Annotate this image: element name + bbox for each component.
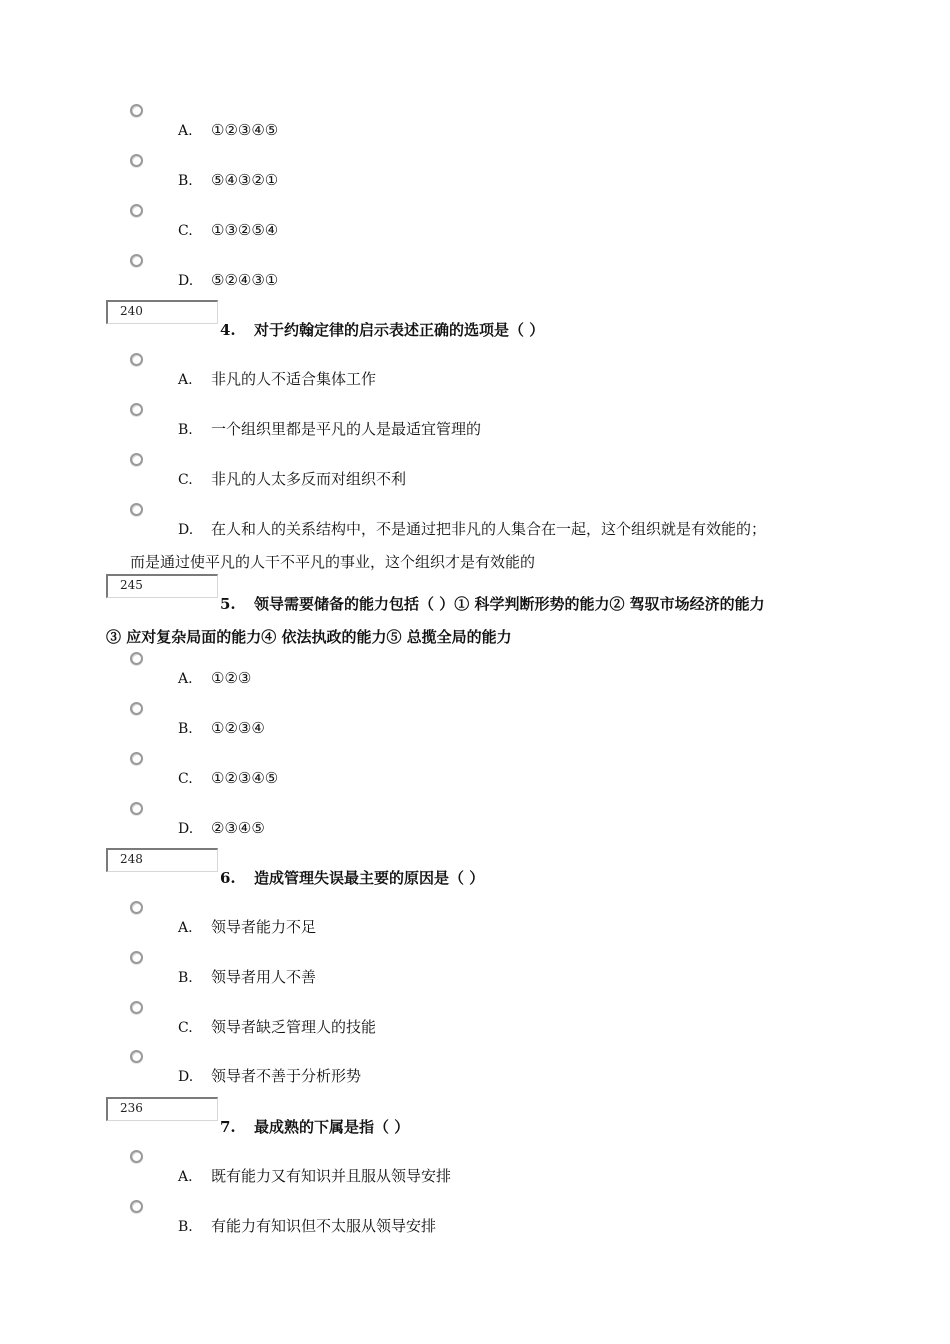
question-title-q5-continuation: ③ 应对复杂局面的能力④ 依法执政的能力⑤ 总揽全局的能力 — [106, 628, 512, 646]
option-q4-a: A. 非凡的人不适合集体工作 — [178, 370, 377, 388]
radio-q6-a[interactable] — [130, 901, 143, 914]
radio-q6-c[interactable] — [130, 1001, 143, 1014]
question-title-q7: 7. 最成熟的下属是指（ ） — [220, 1118, 410, 1136]
radio-q4-b[interactable] — [130, 403, 143, 416]
radio-q4-c[interactable] — [130, 453, 143, 466]
option-q6-c: C. 领导者缺乏管理人的技能 — [178, 1018, 377, 1036]
option-q4-c: C. 非凡的人太多反而对组织不利 — [178, 470, 407, 488]
question-title-q4: 4. 对于约翰定律的启示表述正确的选项是（ ） — [220, 321, 545, 339]
option-q5-c: C. ①②③④⑤ — [178, 769, 279, 787]
option-prev-d: D. ⑤②④③① — [178, 271, 279, 289]
option-q5-d: D. ②③④⑤ — [178, 819, 265, 837]
radio-q5-d[interactable] — [130, 802, 143, 815]
radio-prev-c[interactable] — [130, 204, 143, 217]
option-q5-b: B. ①②③④ — [178, 719, 265, 737]
option-prev-c: C. ①③②⑤④ — [178, 221, 279, 239]
option-q4-b: B. 一个组织里都是平凡的人是最适宜管理的 — [178, 420, 482, 438]
question-id-field-q6[interactable]: 248 — [106, 848, 218, 872]
question-id-field-q7[interactable]: 236 — [106, 1097, 218, 1121]
radio-prev-a[interactable] — [130, 104, 143, 117]
option-q6-d: D. 领导者不善于分析形势 — [178, 1067, 362, 1085]
option-q4-d-continuation: 而是通过使平凡的人干不平凡的事业，这个组织才是有效能的 — [130, 553, 536, 571]
radio-q5-b[interactable] — [130, 702, 143, 715]
radio-q5-a[interactable] — [130, 652, 143, 665]
option-q4-d: D. 在人和人的关系结构中，不是通过把非凡的人集合在一起，这个组织就是有效能的； — [178, 520, 767, 538]
radio-q4-a[interactable] — [130, 353, 143, 366]
option-prev-b: B. ⑤④③②① — [178, 171, 279, 189]
radio-q6-d[interactable] — [130, 1050, 143, 1063]
question-id-field-q4[interactable]: 240 — [106, 300, 218, 324]
radio-q4-d[interactable] — [130, 503, 143, 516]
option-q6-b: B. 领导者用人不善 — [178, 968, 317, 986]
radio-prev-d[interactable] — [130, 254, 143, 267]
question-title-q6: 6. 造成管理失误最主要的原因是（ ） — [220, 869, 485, 887]
option-q5-a: A. ①②③ — [178, 669, 252, 687]
option-q7-a: A. 既有能力又有知识并且服从领导安排 — [178, 1167, 452, 1185]
radio-q5-c[interactable] — [130, 752, 143, 765]
question-title-q5: 5. 领导需要储备的能力包括（ ）① 科学判断形势的能力② 驾驭市场经济的能力 — [220, 595, 765, 613]
radio-q7-a[interactable] — [130, 1150, 143, 1163]
radio-q6-b[interactable] — [130, 951, 143, 964]
option-prev-a: A. ①②③④⑤ — [178, 121, 279, 139]
radio-prev-b[interactable] — [130, 154, 143, 167]
option-q7-b: B. 有能力有知识但不太服从领导安排 — [178, 1217, 437, 1235]
question-id-field-q5[interactable]: 245 — [106, 574, 218, 598]
option-q6-a: A. 领导者能力不足 — [178, 918, 317, 936]
radio-q7-b[interactable] — [130, 1200, 143, 1213]
